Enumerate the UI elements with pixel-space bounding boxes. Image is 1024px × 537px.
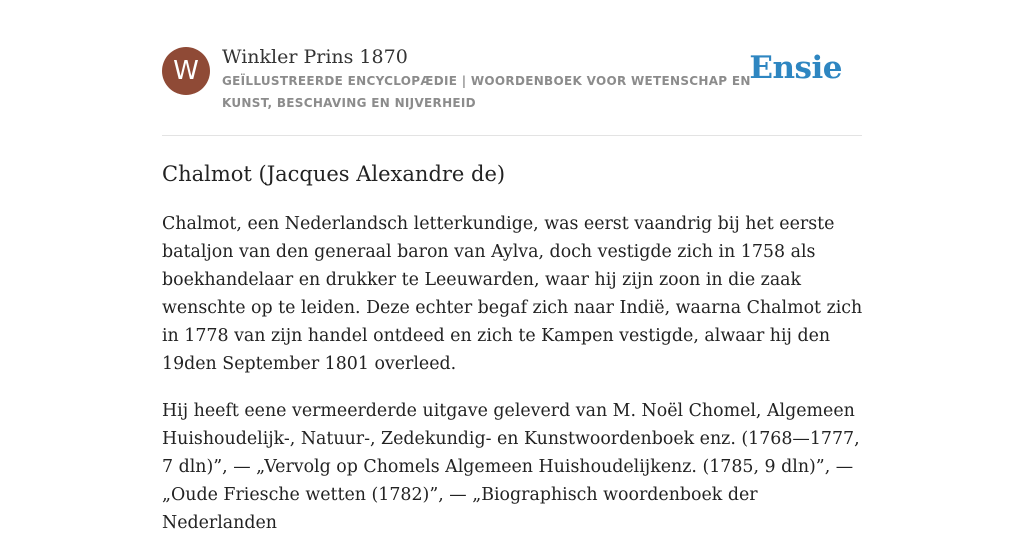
article-title: Chalmot (Jacques Alexandre de) bbox=[162, 162, 506, 186]
article-body bbox=[162, 158, 864, 537]
avatar-letter: W bbox=[173, 56, 199, 86]
source-avatar[interactable] bbox=[162, 47, 210, 95]
article-paragraph-1: Chalmot, een Nederlandsch letterkundige, was eerst vaandrig bij het eerste bataljon van den generaal baron van Aylva, doch vestigde zich in 1758 als boekhandelaar en drukker te Leeuwarden, waar hij zijn zoon in die zaak wenschte op te leiden. Deze echter begaf zich naar Indië, waarna Chalmot zich in 1778 van zijn handel ontdeed en zich te Kampen vestigde, alwaar hij den 19den September 1801 overleed. bbox=[162, 214, 863, 374]
source-subtitle: GEÏLLUSTREERDE ENCYCLOPÆDIE | WOORDENBOEK VOOR WETENSCHAP EN KUNST, BESCHAVING EN NIJVERHEID bbox=[222, 74, 751, 110]
source-info bbox=[222, 44, 762, 114]
source-title-link[interactable]: Winkler Prins 1870 bbox=[222, 46, 408, 68]
header-divider bbox=[162, 135, 862, 136]
ensie-logo-link[interactable]: Ensie bbox=[749, 50, 842, 86]
article-paragraph-2: Hij heeft eene vermeerderde uitgave geleverd van M. Noël Chomel, Algemeen Huishoudelijk-, Natuur-, Zedekundig- en Kunstwoordenboek enz. (1768—1777, 7 dln)”, — „Vervolg op Chomels Algemeen Huishoudelijkenz. (1785, 9 dln)”, — „Oude Friesche wetten (1782)”, — „Biographisch woordenboek der Nederlanden bbox=[162, 401, 860, 533]
source-header bbox=[162, 44, 862, 136]
